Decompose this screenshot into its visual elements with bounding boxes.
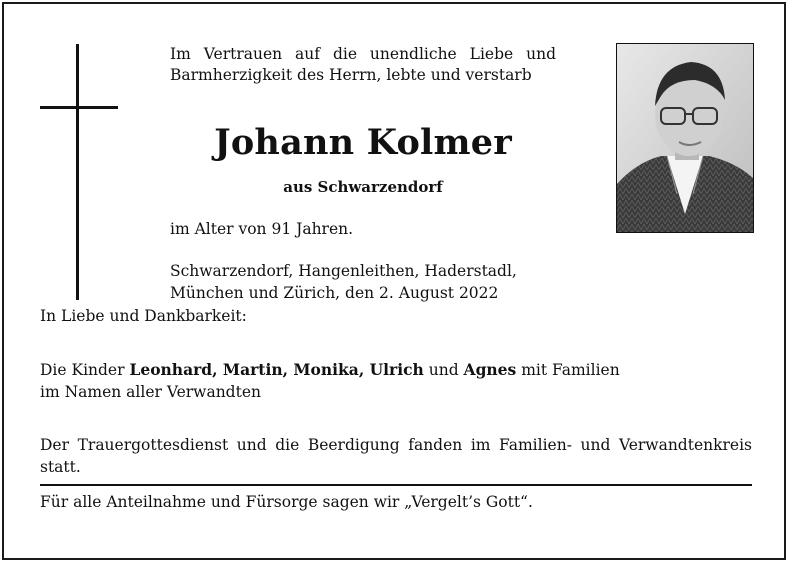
cross-icon [76, 44, 79, 300]
places-line-1: Schwarzendorf, Hangenleithen, Haderstadl, [170, 262, 517, 280]
family-prefix: Die Kinder [40, 361, 130, 379]
age-text: im Alter von 91 Jahren. [170, 220, 354, 238]
places-date [170, 260, 590, 304]
divider [40, 484, 752, 486]
family-child-last: Agnes [463, 360, 517, 379]
family-line-1 [40, 359, 740, 381]
family-line-2: im Namen aller Verwandten [40, 383, 261, 401]
portrait-photo [616, 43, 754, 233]
service-text: Der Trauergottesdienst und die Beerdigung fanden im Familien- und Verwandtenkreis statt. [40, 436, 752, 476]
obituary-card [2, 2, 786, 560]
family-children: Leonhard, Martin, Monika, Ulrich [129, 360, 424, 379]
cross-icon-bar [40, 106, 118, 109]
places-line-2: München und Zürich, den 2. August 2022 [170, 284, 499, 302]
thanks-heading: In Liebe und Dankbarkeit: [40, 307, 247, 325]
intro-text: Im Vertrauen auf die unendliche Liebe und Barmherzigkeit des Herrn, lebte und verstarb [170, 45, 556, 84]
family-suffix: mit Familien [516, 361, 620, 379]
origin-text: aus Schwarzendorf [283, 178, 443, 196]
deceased-name: Johann Kolmer [214, 122, 512, 163]
final-text: Für alle Anteilnahme und Fürsorge sagen wir „Vergelt’s Gott“. [40, 493, 533, 511]
family-text [40, 359, 740, 403]
family-and: und [423, 361, 464, 379]
